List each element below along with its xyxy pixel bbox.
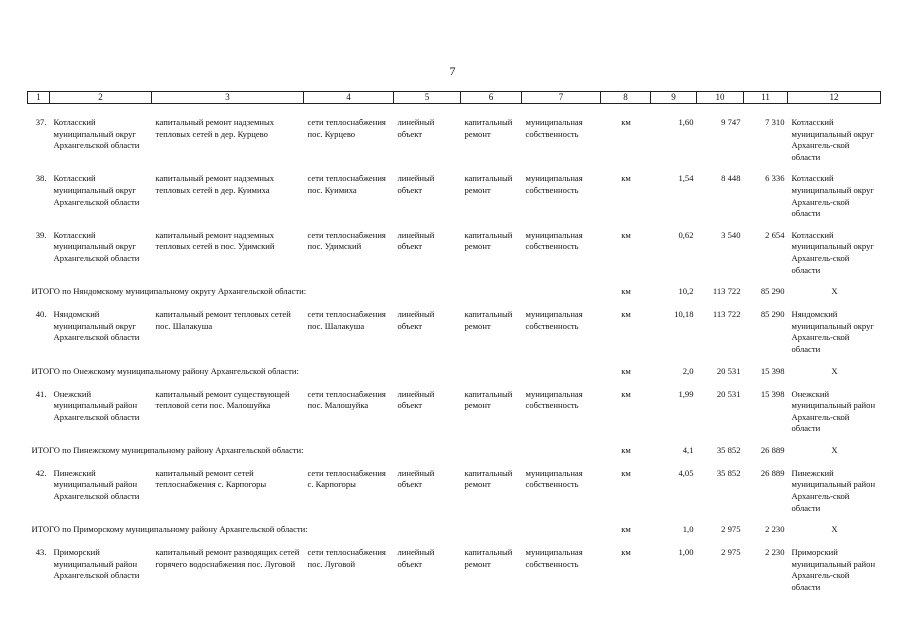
work-type-cell: капитальный ремонт	[464, 547, 513, 569]
spacer-row	[28, 220, 881, 230]
table-row	[28, 173, 881, 219]
object-type-cell: линейный объект	[397, 309, 435, 331]
column-number-cell: 12	[788, 92, 881, 104]
total-label: ИТОГО по Онежскому муниципальному району Архангельской области:	[31, 365, 299, 376]
column-number-cell: 5	[394, 92, 461, 104]
row-number: 40.	[35, 309, 47, 320]
network-cell: сети теплоснабжения с. Карпогоры	[307, 467, 386, 490]
unit-cell: км	[621, 388, 631, 399]
unit-cell: км	[621, 467, 631, 478]
recipient-cell: Пинежский муниципальный район Архангель-ской области	[791, 467, 876, 513]
total-row	[28, 286, 881, 298]
object-type-cell: линейный объект	[397, 173, 435, 195]
municipality-cell: Котласский муниципальный округ Архангельской области	[53, 117, 140, 151]
row-number: 39.	[35, 229, 47, 240]
subsidy-cell: 2 654	[765, 229, 785, 240]
cost-cell: 9 747	[721, 117, 741, 127]
length-cell: 1,00	[678, 547, 694, 558]
length-cell: 4,05	[678, 467, 694, 478]
unit-cell: км	[621, 365, 631, 376]
object-type-cell: линейный объект	[397, 467, 435, 490]
object-type-cell: линейный объект	[397, 229, 435, 252]
table-row	[28, 230, 881, 276]
total-label: ИТОГО по Пинежскому муниципальному району Архангельской области:	[31, 444, 304, 455]
ownership-cell: муниципальная собственность	[525, 309, 583, 331]
ownership-cell: муниципальная собственность	[525, 229, 583, 252]
unit-cell: км	[621, 173, 631, 184]
spacer-row	[28, 356, 881, 366]
network-cell: сети теплоснабжения пос. Удимский	[307, 229, 386, 252]
spacer-cell	[28, 220, 881, 230]
subsidy-table	[27, 91, 881, 604]
column-number-cell: 6	[461, 92, 522, 104]
unit-cell: км	[621, 524, 631, 535]
column-number-cell: 10	[697, 92, 744, 104]
network-cell: сети теплоснабжения пос. Шалакуша	[307, 309, 386, 331]
work-description-cell: капитальный ремонт разводящих сетей горячего водоснабжения пос. Луговой	[155, 547, 300, 569]
total-row	[28, 524, 881, 536]
subsidy-cell: 85 290	[760, 309, 785, 320]
cost-cell: 8 448	[721, 173, 741, 184]
cost-cell: 20 531	[716, 388, 741, 399]
network-cell: сети теплоснабжения пос. Луговой	[307, 547, 386, 569]
municipality-cell: Приморский муниципальный район Архангельской области	[53, 547, 140, 581]
total-row	[28, 445, 881, 457]
row-number: 42.	[35, 467, 47, 478]
subsidy-cell: 15 398	[760, 365, 785, 376]
length-cell: 1,54	[678, 173, 694, 184]
object-type-cell: линейный объект	[397, 117, 435, 139]
network-cell: сети теплоснабжения пос. Куимиха	[307, 173, 386, 195]
total-row	[28, 366, 881, 378]
spacer-cell	[28, 594, 881, 604]
work-description-cell: капитальный ремонт надземных тепловых сетей в пос. Удимский	[155, 229, 275, 252]
work-description-cell: капитальный ремонт сетей теплоснабжения с. Карпогоры	[155, 467, 267, 490]
spacer-row	[28, 276, 881, 286]
ownership-cell: муниципальная собственность	[525, 173, 583, 195]
cost-cell: 113 722	[712, 286, 741, 297]
subsidy-cell: 26 889	[760, 467, 785, 478]
spacer-cell	[28, 298, 881, 309]
table-body	[28, 104, 881, 604]
row-number: 43.	[35, 547, 47, 558]
unit-cell: км	[621, 547, 631, 558]
spacer-cell	[28, 276, 881, 286]
cost-cell: 2 975	[721, 524, 741, 535]
cost-cell: 20 531	[716, 365, 741, 376]
total-label: ИТОГО по Няндомскому муниципальному округу Архангельской области:	[31, 286, 307, 297]
object-type-cell: линейный объект	[397, 388, 435, 411]
ownership-cell: муниципальная собственность	[525, 388, 583, 411]
page-number: 7	[449, 64, 456, 78]
spacer-cell	[28, 163, 881, 173]
recipient-cell: Х	[831, 286, 838, 297]
spacer-row	[28, 378, 881, 389]
cost-cell: 3 540	[721, 229, 741, 240]
column-number-cell: 4	[304, 92, 394, 104]
length-cell: 10,2	[678, 286, 694, 297]
length-cell: 1,0	[682, 524, 694, 535]
cost-cell: 2 975	[721, 547, 741, 558]
column-number-cell: 1	[28, 92, 50, 104]
network-cell: сети теплоснабжения пос. Курцево	[307, 117, 386, 139]
table-row	[28, 389, 881, 435]
cost-cell: 35 852	[716, 467, 741, 478]
recipient-cell: Приморский муниципальный район Архангель-ской области	[791, 547, 876, 593]
recipient-cell: Х	[831, 365, 838, 376]
row-number: 38.	[35, 173, 47, 184]
unit-cell: км	[621, 117, 631, 127]
length-cell: 0,62	[678, 229, 694, 240]
spacer-row	[28, 536, 881, 547]
recipient-cell: Онежский муниципальный район Архангель-ской области	[791, 388, 876, 434]
total-label: ИТОГО по Приморскому муниципальному району Архангельской области:	[31, 524, 308, 535]
municipality-cell: Онежский муниципальный район Архангельской области	[53, 388, 140, 422]
work-type-cell: капитальный ремонт	[464, 388, 513, 411]
work-type-cell: капитальный ремонт	[464, 467, 513, 490]
recipient-cell: Няндомский муниципальный округ Архангель-ской области	[791, 309, 874, 354]
work-description-cell: капитальный ремонт надземных тепловых сетей в дер. Курцево	[155, 117, 275, 139]
recipient-cell: Котласский муниципальный округ Архангель-ской области	[791, 229, 874, 275]
spacer-cell	[28, 514, 881, 524]
spacer-cell	[28, 356, 881, 366]
subsidy-cell: 6 336	[765, 173, 785, 184]
subsidy-cell: 26 889	[760, 444, 785, 455]
row-number: 41.	[35, 388, 47, 399]
cost-cell: 35 852	[716, 444, 741, 455]
recipient-cell: Котласский муниципальный округ Архангель-ской области	[791, 117, 874, 162]
table-row	[28, 309, 881, 355]
row-number: 37.	[35, 117, 47, 127]
work-description-cell: капитальный ремонт существующей тепловой сети пос. Малошуйка	[155, 388, 290, 411]
recipient-cell: Котласский муниципальный округ Архангель-ской области	[791, 173, 874, 219]
column-number-cell: 7	[522, 92, 601, 104]
unit-cell: км	[621, 309, 631, 320]
spacer-cell	[28, 104, 881, 118]
length-cell: 1,99	[678, 388, 694, 399]
recipient-cell: Х	[831, 444, 838, 455]
municipality-cell: Няндомский муниципальный округ Архангельской области	[53, 309, 140, 343]
ownership-cell: муниципальная собственность	[525, 467, 583, 490]
unit-cell: км	[621, 444, 631, 455]
length-cell: 1,60	[678, 117, 694, 127]
subsidy-cell: 85 290	[760, 286, 785, 297]
spacer-cell	[28, 457, 881, 468]
subsidy-cell: 7 310	[765, 117, 785, 127]
length-cell: 4,1	[682, 444, 694, 455]
spacer-row	[28, 104, 881, 118]
table-row	[28, 468, 881, 514]
municipality-cell: Котласский муниципальный округ Архангельской области	[53, 173, 140, 207]
unit-cell: км	[621, 286, 631, 297]
recipient-cell: Х	[831, 524, 838, 535]
spacer-row	[28, 457, 881, 468]
spacer-row	[28, 298, 881, 309]
length-cell: 10,18	[674, 309, 694, 320]
spacer-row	[28, 435, 881, 445]
column-number-cell: 3	[152, 92, 304, 104]
column-number-cell: 8	[601, 92, 651, 104]
unit-cell: км	[621, 229, 631, 240]
work-description-cell: капитальный ремонт тепловых сетей пос. Шалакуша	[155, 309, 291, 331]
subsidy-cell: 2 230	[765, 547, 785, 558]
ownership-cell: муниципальная собственность	[525, 547, 583, 569]
ownership-cell: муниципальная собственность	[525, 117, 583, 139]
spacer-cell	[28, 536, 881, 547]
table-row	[28, 117, 881, 163]
work-type-cell: капитальный ремонт	[464, 117, 513, 139]
spacer-row	[28, 594, 881, 604]
work-description-cell: капитальный ремонт надземных тепловых сетей в дер. Куимиха	[155, 173, 275, 195]
spacer-cell	[28, 378, 881, 389]
spacer-cell	[28, 435, 881, 445]
length-cell: 2,0	[682, 365, 694, 376]
subsidy-cell: 2 230	[765, 524, 785, 535]
cost-cell: 113 722	[712, 309, 741, 320]
work-type-cell: капитальный ремонт	[464, 173, 513, 195]
table-row	[28, 547, 881, 593]
network-cell: сети теплоснабжения пос. Малошуйка	[307, 388, 386, 411]
column-number-cell: 9	[651, 92, 697, 104]
object-type-cell: линейный объект	[397, 547, 435, 569]
spacer-row	[28, 514, 881, 524]
subsidy-cell: 15 398	[760, 388, 785, 399]
municipality-cell: Пинежский муниципальный район Архангельской области	[53, 467, 140, 502]
work-type-cell: капитальный ремонт	[464, 309, 513, 331]
column-number-cell: 2	[50, 92, 152, 104]
column-number-cell: 11	[744, 92, 788, 104]
municipality-cell: Котласский муниципальный округ Архангельской области	[53, 229, 140, 263]
work-type-cell: капитальный ремонт	[464, 229, 513, 252]
spacer-row	[28, 163, 881, 173]
column-number-row	[28, 92, 881, 104]
